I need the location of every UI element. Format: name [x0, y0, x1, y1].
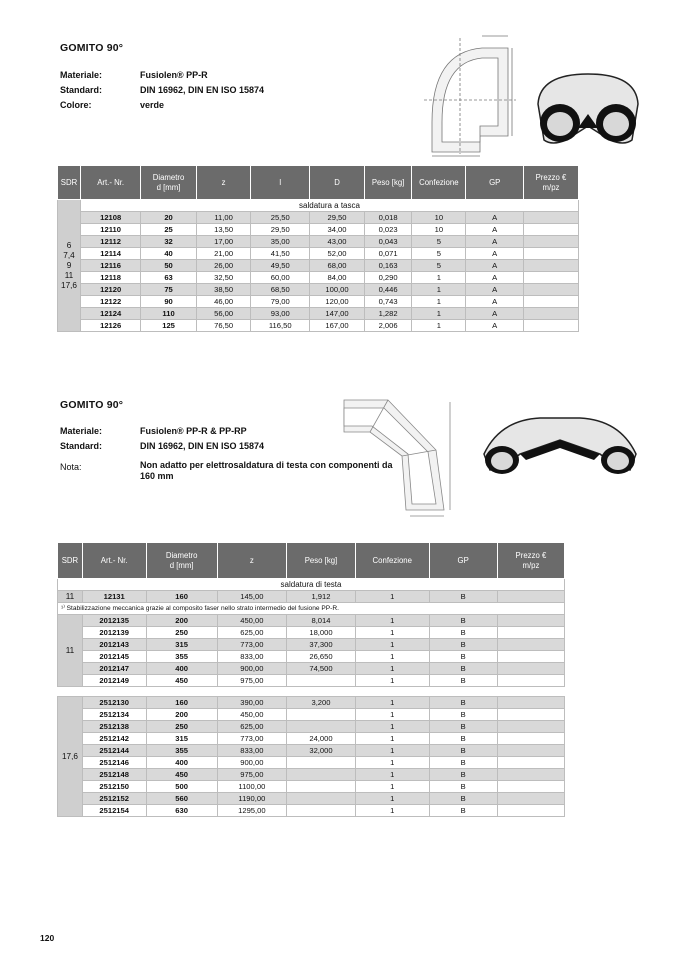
table-cell: 2512130 — [82, 697, 146, 709]
spec-value: DIN 16962, DIN EN ISO 15874 — [140, 85, 265, 95]
table-cell: B — [429, 697, 497, 709]
table-cell: 2512142 — [82, 733, 146, 745]
table-cell: A — [466, 284, 524, 296]
table-cell: 315 — [146, 639, 217, 651]
section2-title: GOMITO 90° — [60, 399, 124, 411]
table-cell: 1 — [355, 675, 429, 687]
table-cell: 145,00 — [217, 591, 286, 603]
table-cell: 12120 — [80, 284, 140, 296]
table-cell: 10 — [412, 212, 466, 224]
table-cell: A — [466, 236, 524, 248]
col-header: Art.- Nr. — [80, 166, 140, 200]
table-cell — [286, 781, 355, 793]
table-cell: A — [466, 296, 524, 308]
table-cell: 0,018 — [364, 212, 411, 224]
table-cell: 11,00 — [196, 212, 251, 224]
col-header: z — [217, 543, 286, 579]
table-cell: 2512154 — [82, 805, 146, 817]
table-cell: 2012147 — [82, 663, 146, 675]
table-cell: 1,912 — [286, 591, 355, 603]
col-header: l — [251, 166, 310, 200]
spec-label: Standard: — [60, 85, 103, 95]
section1-specs — [60, 68, 360, 116]
table-cell: 12108 — [80, 212, 140, 224]
table-cell: 34,00 — [310, 224, 365, 236]
table-cell: 1 — [355, 745, 429, 757]
table-cell: 1 — [412, 272, 466, 284]
table-cell — [497, 793, 564, 805]
table-cell: 68,00 — [310, 260, 365, 272]
table-socket-elbow — [57, 165, 579, 332]
note-label: Nota: — [60, 462, 82, 472]
table-cell — [524, 224, 579, 236]
table-cell: 2012145 — [82, 651, 146, 663]
col-header: GP — [466, 166, 524, 200]
table-cell: 8,014 — [286, 615, 355, 627]
table-row — [58, 675, 565, 687]
table-cell: 2012149 — [82, 675, 146, 687]
col-header: Confezione — [355, 543, 429, 579]
table-cell: 833,00 — [217, 651, 286, 663]
table-cell: 1190,00 — [217, 793, 286, 805]
table-cell: 5 — [412, 236, 466, 248]
table-row — [58, 781, 565, 793]
table-cell: 12131 — [82, 591, 146, 603]
table-cell: 3,200 — [286, 697, 355, 709]
table-cell: 12126 — [80, 320, 140, 332]
table-row — [58, 296, 579, 308]
table-cell: 24,000 — [286, 733, 355, 745]
note-text: Non adatto per elettrosaldatura di testa con componenti da 160 mm — [140, 460, 393, 481]
table-cell: 450 — [146, 769, 217, 781]
table-cell: 11 — [58, 591, 83, 603]
table-cell: A — [466, 248, 524, 260]
table-cell: 12110 — [80, 224, 140, 236]
table-cell: 2012139 — [82, 627, 146, 639]
table-cell: 56,00 — [196, 308, 251, 320]
elbow-technical-drawing — [420, 30, 520, 158]
table-cell: A — [466, 260, 524, 272]
table-cell: 25,50 — [251, 212, 310, 224]
table-cell: 2512144 — [82, 745, 146, 757]
table-cell: B — [429, 757, 497, 769]
table-row — [58, 272, 579, 284]
col-header: D — [310, 166, 365, 200]
table-cell — [286, 757, 355, 769]
table-cell: B — [429, 721, 497, 733]
elbow-segmented-technical-drawing — [340, 392, 458, 520]
col-header: Prezzo € m/pz — [524, 166, 579, 200]
table-cell: 315 — [146, 733, 217, 745]
table-cell: 1 — [355, 781, 429, 793]
table-cell — [524, 272, 579, 284]
table-row — [58, 769, 565, 781]
col-header: z — [196, 166, 251, 200]
col-header: Peso [kg] — [286, 543, 355, 579]
table-cell: 25 — [141, 224, 196, 236]
table-cell: 29,50 — [310, 212, 365, 224]
table-cell: 1 — [412, 320, 466, 332]
table-cell: 41,50 — [251, 248, 310, 260]
table-cell: 37,300 — [286, 639, 355, 651]
table-cell: 12116 — [80, 260, 140, 272]
table-cell: 1 — [355, 651, 429, 663]
spec-label: Standard: — [60, 441, 103, 451]
table-cell — [286, 709, 355, 721]
table-cell: 1 — [355, 627, 429, 639]
table-row — [58, 639, 565, 651]
table-cell: 355 — [146, 745, 217, 757]
table-cell: 975,00 — [217, 769, 286, 781]
table-cell — [497, 697, 564, 709]
table-cell: 0,743 — [364, 296, 411, 308]
table-cell: 200 — [146, 615, 217, 627]
table-cell: 1 — [412, 296, 466, 308]
table-cell: 100,00 — [310, 284, 365, 296]
table-cell: B — [429, 709, 497, 721]
table-cell: 32,50 — [196, 272, 251, 284]
table-cell: 13,50 — [196, 224, 251, 236]
footnote: ¹⁾ Stabilizzazione meccanica grazie al composito faser nello strato intermedio del fusione PP-R. — [58, 603, 565, 615]
table-cell: 125 — [141, 320, 196, 332]
table-cell — [524, 260, 579, 272]
table-cell — [497, 733, 564, 745]
table-cell: B — [429, 805, 497, 817]
table-cell: 18,000 — [286, 627, 355, 639]
table-row — [58, 308, 579, 320]
table-row — [58, 721, 565, 733]
table-cell: 35,00 — [251, 236, 310, 248]
table-cell: 625,00 — [217, 627, 286, 639]
table-cell: 1295,00 — [217, 805, 286, 817]
table-cell: 12114 — [80, 248, 140, 260]
table-cell: 5 — [412, 260, 466, 272]
col-header: SDR — [58, 166, 81, 200]
table-cell: 1 — [355, 697, 429, 709]
table-cell: 93,00 — [251, 308, 310, 320]
table-cell — [286, 793, 355, 805]
table-cell — [286, 805, 355, 817]
table-cell: 12112 — [80, 236, 140, 248]
table-cell: 5 — [412, 248, 466, 260]
table-cell: 32 — [141, 236, 196, 248]
table-cell: 50 — [141, 260, 196, 272]
table-cell: 12122 — [80, 296, 140, 308]
table-cell: 0,043 — [364, 236, 411, 248]
table-cell — [497, 627, 564, 639]
table-cell: 63 — [141, 272, 196, 284]
table-cell — [497, 757, 564, 769]
table-cell: 1 — [355, 793, 429, 805]
table-cell: 0,071 — [364, 248, 411, 260]
table-cell — [497, 781, 564, 793]
table-cell: 84,00 — [310, 272, 365, 284]
table-cell — [497, 721, 564, 733]
table-cell: B — [429, 675, 497, 687]
table-header-row — [58, 543, 565, 579]
table-cell: B — [429, 615, 497, 627]
table-cell — [497, 639, 564, 651]
table-cell: 400 — [146, 757, 217, 769]
table-cell: 1,282 — [364, 308, 411, 320]
spec-value: Fusiolen® PP-R & PP-RP — [140, 426, 247, 436]
table-cell: 500 — [146, 781, 217, 793]
table-cell: 2512134 — [82, 709, 146, 721]
table-cell: 20 — [141, 212, 196, 224]
table-row — [58, 745, 565, 757]
table-cell: B — [429, 781, 497, 793]
table-subheader: saldatura di testa — [58, 579, 565, 591]
elbow-3d-image — [532, 68, 644, 148]
table-cell: 2512146 — [82, 757, 146, 769]
table-cell: 17,00 — [196, 236, 251, 248]
table-cell: B — [429, 793, 497, 805]
table-cell: B — [429, 639, 497, 651]
table-cell: B — [429, 745, 497, 757]
table-cell: 900,00 — [217, 663, 286, 675]
col-header: SDR — [58, 543, 83, 579]
table-cell — [497, 745, 564, 757]
table-cell: 1 — [355, 709, 429, 721]
table-row — [58, 284, 579, 296]
table-cell: A — [466, 320, 524, 332]
table-cell: A — [466, 308, 524, 320]
group-spacer-cell — [58, 687, 565, 697]
table-cell — [524, 212, 579, 224]
table-cell: 1 — [355, 591, 429, 603]
table-row — [58, 236, 579, 248]
table-cell: 40 — [141, 248, 196, 260]
table-cell — [524, 296, 579, 308]
page-number: 120 — [40, 933, 55, 943]
table-cell: B — [429, 627, 497, 639]
table-cell — [497, 663, 564, 675]
table-cell: 1 — [355, 757, 429, 769]
table-cell: 1 — [355, 639, 429, 651]
table-cell: 630 — [146, 805, 217, 817]
table-cell: 1 — [355, 663, 429, 675]
table-cell: 167,00 — [310, 320, 365, 332]
table-cell: 116,50 — [251, 320, 310, 332]
table-cell: 110 — [141, 308, 196, 320]
table-cell — [524, 320, 579, 332]
spec-label: Materiale: — [60, 70, 103, 80]
table-cell: 46,00 — [196, 296, 251, 308]
table-row — [58, 615, 565, 627]
spec-value: DIN 16962, DIN EN ISO 15874 — [140, 441, 265, 451]
table-subheader: saldatura a tasca — [80, 200, 578, 212]
elbow-segmented-3d-image — [480, 410, 640, 482]
table-cell: 450,00 — [217, 709, 286, 721]
table-cell: 1 — [355, 805, 429, 817]
table-cell: 200 — [146, 709, 217, 721]
table-cell — [286, 675, 355, 687]
col-header: Confezione — [412, 166, 466, 200]
table-row — [58, 733, 565, 745]
table-cell — [286, 721, 355, 733]
table-cell: 2512150 — [82, 781, 146, 793]
table-cell: 1 — [355, 615, 429, 627]
table-cell: 49,50 — [251, 260, 310, 272]
table-cell: 29,50 — [251, 224, 310, 236]
table-cell: 250 — [146, 721, 217, 733]
section1-title: GOMITO 90° — [60, 42, 124, 54]
spec-label: Colore: — [60, 100, 92, 110]
table-cell: A — [466, 212, 524, 224]
table-cell: 160 — [146, 591, 217, 603]
table-cell: 560 — [146, 793, 217, 805]
table-row — [58, 248, 579, 260]
table-row — [58, 709, 565, 721]
spec-label: Materiale: — [60, 426, 103, 436]
spec-value: verde — [140, 100, 165, 110]
table-cell — [497, 591, 564, 603]
table-cell: 0,290 — [364, 272, 411, 284]
table-cell: 90 — [141, 296, 196, 308]
group-spacer — [58, 687, 565, 697]
table-cell: 60,00 — [251, 272, 310, 284]
table-cell: 160 — [146, 697, 217, 709]
sdr-cell: 11 — [58, 615, 83, 687]
col-header: Diametro d [mm] — [146, 543, 217, 579]
table-cell: 400 — [146, 663, 217, 675]
table-row — [58, 757, 565, 769]
table-cell: 2512148 — [82, 769, 146, 781]
table-row — [58, 260, 579, 272]
table-cell: 21,00 — [196, 248, 251, 260]
sdr-cell: 17,6 — [58, 697, 83, 817]
table-cell: 355 — [146, 651, 217, 663]
table-butt-elbow — [57, 542, 565, 817]
table-cell: 773,00 — [217, 733, 286, 745]
col-header: Diametro d [mm] — [141, 166, 196, 200]
table-cell: 2012135 — [82, 615, 146, 627]
table-cell: 120,00 — [310, 296, 365, 308]
table-cell: 1 — [355, 721, 429, 733]
table-cell: 390,00 — [217, 697, 286, 709]
table-cell: 450 — [146, 675, 217, 687]
table-cell: 26,650 — [286, 651, 355, 663]
col-header: Peso [kg] — [364, 166, 411, 200]
table-cell — [524, 236, 579, 248]
table-row — [58, 224, 579, 236]
table-cell: 0,163 — [364, 260, 411, 272]
table-cell — [497, 651, 564, 663]
table-cell — [497, 675, 564, 687]
table-cell: 74,500 — [286, 663, 355, 675]
sdr-cell: 6 7,4 9 11 17,6 — [58, 200, 81, 332]
table-cell — [524, 248, 579, 260]
table-row — [58, 212, 579, 224]
table-cell: 0,023 — [364, 224, 411, 236]
table-cell — [286, 769, 355, 781]
table-cell: 0,446 — [364, 284, 411, 296]
table-header-row — [58, 166, 579, 200]
table-cell: B — [429, 733, 497, 745]
table-row — [58, 627, 565, 639]
table-cell: 2512138 — [82, 721, 146, 733]
table-row — [58, 793, 565, 805]
table-cell: 76,50 — [196, 320, 251, 332]
table-cell: 12124 — [80, 308, 140, 320]
table-cell: 79,00 — [251, 296, 310, 308]
table-cell: B — [429, 663, 497, 675]
table-cell: 75 — [141, 284, 196, 296]
footnote-row — [58, 603, 565, 615]
table-row — [58, 805, 565, 817]
table-cell: 450,00 — [217, 615, 286, 627]
table-cell: 975,00 — [217, 675, 286, 687]
col-header: Prezzo € m/pz — [497, 543, 564, 579]
col-header: Art.- Nr. — [82, 543, 146, 579]
table-cell: 1 — [355, 769, 429, 781]
spec-value: Fusiolen® PP-R — [140, 70, 208, 80]
col-header: GP — [429, 543, 497, 579]
table-cell: A — [466, 272, 524, 284]
table-cell: 43,00 — [310, 236, 365, 248]
table-cell: 147,00 — [310, 308, 365, 320]
table-cell: 625,00 — [217, 721, 286, 733]
table-cell: A — [466, 224, 524, 236]
table-cell: 773,00 — [217, 639, 286, 651]
table-cell — [524, 308, 579, 320]
table-cell: 250 — [146, 627, 217, 639]
table-cell: B — [429, 591, 497, 603]
table-cell — [497, 615, 564, 627]
table-cell — [497, 769, 564, 781]
table-cell: 26,00 — [196, 260, 251, 272]
table-cell: 900,00 — [217, 757, 286, 769]
table-cell: 10 — [412, 224, 466, 236]
table-cell: 52,00 — [310, 248, 365, 260]
table-cell: B — [429, 769, 497, 781]
table-row — [58, 663, 565, 675]
table-cell: 1 — [355, 733, 429, 745]
table-cell: 2012143 — [82, 639, 146, 651]
table-row — [58, 320, 579, 332]
table-cell: 12118 — [80, 272, 140, 284]
table-cell: 1100,00 — [217, 781, 286, 793]
table-cell: 1 — [412, 308, 466, 320]
table-row — [58, 697, 565, 709]
table-cell — [497, 709, 564, 721]
table-cell — [524, 284, 579, 296]
table-row — [58, 591, 565, 603]
table-cell: 2512152 — [82, 793, 146, 805]
table-row — [58, 651, 565, 663]
table-cell: 32,000 — [286, 745, 355, 757]
table-cell: 2,006 — [364, 320, 411, 332]
table-cell: 68,50 — [251, 284, 310, 296]
table-cell: B — [429, 651, 497, 663]
table-cell: 833,00 — [217, 745, 286, 757]
table-cell — [497, 805, 564, 817]
table-cell: 1 — [412, 284, 466, 296]
table-cell: 38,50 — [196, 284, 251, 296]
